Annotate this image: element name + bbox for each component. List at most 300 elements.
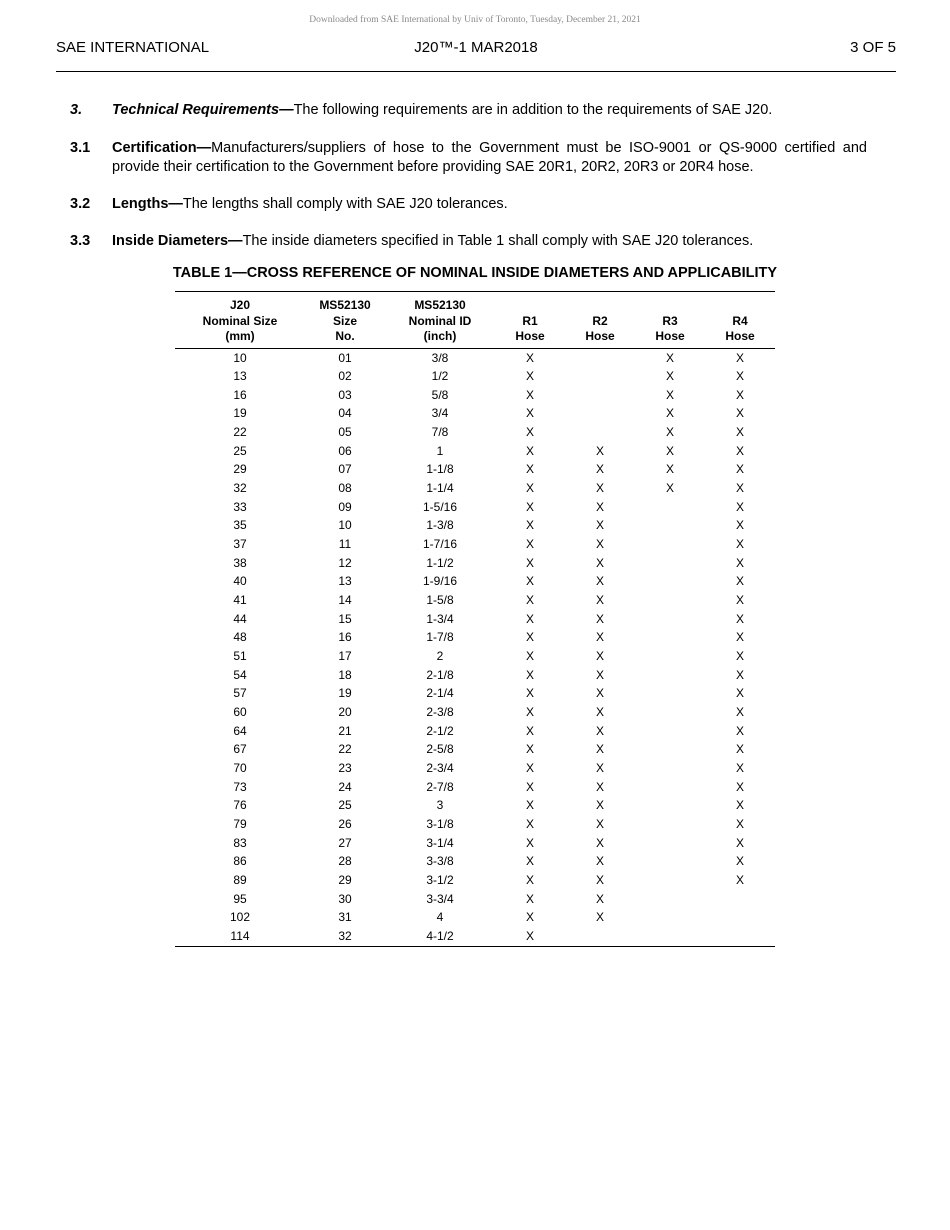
cell-nominal-size-mm: 51 — [233, 649, 247, 663]
cell-r4: X — [735, 779, 744, 794]
table-row — [175, 684, 775, 703]
cell-r4: X — [735, 872, 744, 887]
cell-nominal-id-inch: 1-7/16 — [422, 537, 458, 552]
table-row — [175, 890, 775, 909]
table-header-row — [175, 292, 775, 349]
section-text: The inside diameters specified in Table 1 shall comply with SAE J20 tolerances. — [242, 233, 754, 249]
section-body — [112, 195, 867, 214]
cell-r2: X — [595, 574, 604, 589]
cell-r3 — [635, 815, 705, 834]
cell-nominal-size-mm: 22 — [233, 425, 247, 440]
cell-size-no: 19 — [338, 686, 352, 701]
cell-size-no: 25 — [338, 798, 352, 813]
table-container — [175, 291, 775, 947]
table-row — [175, 423, 775, 442]
cell-nominal-size-mm: 76 — [233, 798, 247, 813]
cell-r4 — [705, 908, 775, 927]
cell-nominal-id-inch: 1 — [436, 443, 444, 458]
cell-r2: X — [595, 630, 604, 645]
cell-r2: X — [595, 686, 604, 701]
section-body — [112, 232, 867, 251]
cell-nominal-id-inch: 2-5/8 — [426, 742, 454, 757]
cell-r3 — [635, 554, 705, 573]
cell-r2: X — [595, 835, 604, 850]
table-row — [175, 386, 775, 405]
section-text: Manufacturers/suppliers of hose to the Government must be ISO-9001 or QS-9000 certified and provide their certification to the Government before providing SAE 20R1, 20R2, 20R3 or 20R4 hose. — [112, 140, 867, 175]
cell-r1: X — [525, 387, 534, 402]
cell-r4 — [705, 890, 775, 909]
table-row — [175, 796, 775, 815]
table-row — [175, 778, 775, 797]
table-row — [175, 442, 775, 461]
cell-r2: X — [595, 537, 604, 552]
cell-size-no: 21 — [338, 723, 352, 738]
cell-nominal-id-inch: 2-1/4 — [426, 686, 454, 701]
header-line: Hose — [515, 329, 545, 343]
cell-nominal-id-inch: 3/8 — [431, 350, 449, 365]
table-header — [175, 292, 775, 349]
cell-r2: X — [595, 891, 604, 906]
cell-r1: X — [525, 593, 534, 608]
cell-size-no: 24 — [338, 779, 352, 794]
cell-r4: X — [735, 593, 744, 608]
cell-size-no: 28 — [338, 854, 352, 869]
cell-r4: X — [735, 742, 744, 757]
cell-r1: X — [525, 816, 534, 831]
cell-size-no: 11 — [338, 537, 352, 552]
cell-r1: X — [525, 667, 534, 682]
header-line: (inch) — [423, 329, 457, 343]
cell-nominal-size-mm: 32 — [233, 481, 247, 496]
cell-nominal-size-mm: 48 — [233, 630, 247, 645]
cell-r2: X — [595, 798, 604, 813]
header-line: J20 — [229, 298, 251, 312]
cell-nominal-id-inch: 1-5/16 — [422, 499, 458, 514]
cell-r1: X — [525, 891, 534, 906]
section-body — [112, 101, 867, 120]
cell-nominal-id-inch: 2-1/8 — [426, 667, 454, 682]
cell-size-no: 04 — [338, 406, 352, 421]
cell-r1: X — [525, 499, 534, 514]
section-body — [112, 139, 867, 176]
cell-r2: X — [595, 704, 604, 719]
cell-r3 — [635, 927, 705, 946]
cell-nominal-id-inch: 3/4 — [431, 406, 449, 421]
cell-r4: X — [735, 630, 744, 645]
cell-nominal-size-mm: 44 — [233, 611, 247, 626]
cell-nominal-size-mm: 95 — [233, 891, 247, 906]
cell-r1: X — [525, 518, 534, 533]
cell-nominal-size-mm: 89 — [233, 872, 247, 887]
cell-r1: X — [525, 555, 534, 570]
cell-size-no: 09 — [338, 499, 352, 514]
cell-r4: X — [735, 704, 744, 719]
header-line: MS52130 — [414, 298, 466, 312]
cell-r3: X — [665, 462, 674, 477]
header-line: Hose — [585, 329, 615, 343]
header-line: R2 — [592, 313, 608, 328]
section-text: The following requirements are in addition to the requirements of SAE J20. — [293, 102, 773, 118]
cell-r4: X — [735, 835, 744, 850]
cell-r2: X — [595, 593, 604, 608]
cell-nominal-size-mm: 57 — [233, 686, 247, 701]
cell-nominal-size-mm: 114 — [175, 927, 305, 946]
cell-r2 — [565, 404, 635, 423]
cell-r1: X — [525, 872, 534, 887]
cell-r1: X — [525, 760, 534, 775]
cell-r1: X — [525, 425, 534, 440]
cell-r2: X — [595, 667, 604, 682]
page-header — [56, 39, 896, 59]
cell-size-no: 07 — [338, 462, 352, 477]
cell-r2: X — [595, 611, 604, 626]
cell-r3: X — [665, 369, 674, 384]
cell-r4: X — [735, 667, 744, 682]
header-line: (mm) — [225, 329, 255, 343]
cell-size-no: 05 — [338, 425, 352, 440]
cell-nominal-id-inch: 2-1/2 — [426, 723, 454, 738]
cell-size-no: 12 — [338, 555, 352, 570]
header-r4-hose — [705, 292, 775, 349]
cell-r3 — [635, 703, 705, 722]
section-text: The lengths shall comply with SAE J20 tolerances. — [182, 196, 508, 212]
cell-r3 — [635, 628, 705, 647]
cell-r2: X — [595, 499, 604, 514]
cell-nominal-id-inch: 3-3/4 — [426, 891, 454, 906]
cell-size-no: 14 — [338, 593, 352, 608]
header-line: Nominal ID — [408, 313, 472, 328]
cell-r4: X — [735, 537, 744, 552]
cell-size-no: 01 — [338, 350, 352, 365]
header-ms52130-nominal-id — [385, 292, 495, 349]
cell-r1: X — [525, 723, 534, 738]
cell-nominal-id-inch: 1-1/2 — [426, 555, 454, 570]
cell-size-no: 23 — [338, 760, 352, 775]
cell-nominal-size-mm: 64 — [233, 723, 247, 738]
table-row — [175, 927, 775, 946]
cell-r4: X — [735, 369, 744, 384]
header-r1-hose — [495, 292, 565, 349]
cell-r1: X — [525, 798, 534, 813]
cell-nominal-size-mm: 102 — [229, 910, 251, 925]
cell-r3 — [635, 778, 705, 797]
cell-r4: X — [735, 611, 744, 626]
cell-r3 — [635, 666, 705, 685]
cell-nominal-id-inch: 1/2 — [431, 369, 449, 384]
cell-nominal-size-mm: 33 — [233, 499, 247, 514]
cell-r4 — [705, 927, 775, 946]
table-row — [175, 740, 775, 759]
cell-r4: X — [735, 406, 744, 421]
cell-r3 — [635, 759, 705, 778]
table-title: TABLE 1—CROSS REFERENCE OF NOMINAL INSIDE DIAMETERS AND APPLICABILITY — [172, 265, 778, 281]
cell-r3 — [635, 572, 705, 591]
table-body — [175, 348, 775, 946]
section-number: 3.2 — [70, 196, 91, 212]
section-title: Inside Diameters— — [112, 233, 243, 249]
cell-size-no: 27 — [338, 835, 352, 850]
cell-nominal-id-inch: 3-3/8 — [426, 854, 454, 869]
section-title: Lengths— — [112, 196, 183, 212]
cell-r3 — [635, 516, 705, 535]
cell-r2: X — [595, 742, 604, 757]
table-row — [175, 815, 775, 834]
cell-size-no: 18 — [338, 667, 352, 682]
cell-nominal-size-mm: 38 — [233, 555, 247, 570]
cell-size-no: 20 — [338, 704, 352, 719]
cell-nominal-size-mm: 37 — [233, 537, 247, 552]
cell-r1: X — [525, 574, 534, 589]
header-page-number: 3 OF 5 — [850, 39, 896, 56]
header-document-id: J20™-1 MAR2018 — [414, 39, 538, 56]
cell-r2: X — [595, 723, 604, 738]
table-row — [175, 628, 775, 647]
cell-r2: X — [595, 443, 604, 458]
cell-r1: X — [525, 350, 534, 365]
cell-r3 — [635, 722, 705, 741]
cell-r3: X — [665, 443, 674, 458]
header-organization: SAE INTERNATIONAL — [56, 39, 210, 56]
header-line: R1 — [522, 313, 538, 328]
cell-r1: X — [525, 481, 534, 496]
cell-nominal-id-inch: 2-7/8 — [426, 779, 454, 794]
header-divider — [56, 71, 896, 72]
cell-r3: X — [665, 406, 674, 421]
cell-r4: X — [735, 798, 744, 813]
table-row — [175, 759, 775, 778]
cell-r4: X — [735, 574, 744, 589]
download-watermark: Downloaded from SAE International by Univ of Toronto, Tuesday, December 21, 2021 — [309, 15, 641, 25]
section-number: 3.1 — [70, 140, 91, 156]
cell-nominal-id-inch: 3-1/8 — [426, 816, 454, 831]
header-j20-nominal-size — [175, 292, 305, 349]
cell-nominal-size-mm: 54 — [233, 667, 247, 682]
cell-r4: X — [735, 854, 744, 869]
cell-r1: X — [525, 406, 534, 421]
cell-r2: X — [595, 518, 604, 533]
cell-r2: X — [595, 872, 604, 887]
cell-nominal-size-mm: 70 — [233, 760, 247, 775]
cell-nominal-id-inch: 3-1/4 — [426, 835, 454, 850]
cell-r2: X — [595, 779, 604, 794]
section-number: 3.3 — [70, 233, 91, 249]
cell-nominal-size-mm: 25 — [233, 443, 247, 458]
cell-r3 — [635, 834, 705, 853]
cell-r4: X — [735, 760, 744, 775]
table-row — [175, 908, 775, 927]
cell-nominal-id-inch: 3 — [436, 798, 444, 813]
cross-reference-table — [175, 291, 775, 947]
header-r2-hose — [565, 292, 635, 349]
header-line: Hose — [655, 329, 685, 343]
header-line: Nominal Size — [202, 313, 278, 328]
cell-r2: X — [595, 910, 604, 925]
cell-nominal-size-mm: 16 — [233, 387, 247, 402]
cell-r1: X — [525, 854, 534, 869]
cell-nominal-size-mm: 79 — [233, 816, 247, 831]
cell-size-no: 13 — [338, 574, 352, 589]
cell-r2 — [565, 386, 635, 405]
header-ms52130-size-no — [305, 292, 385, 349]
cell-r4: X — [735, 686, 744, 701]
table-row — [175, 460, 775, 479]
cell-r2: X — [595, 854, 604, 869]
cell-r4: X — [735, 443, 744, 458]
cell-nominal-size-mm: 13 — [233, 369, 247, 384]
cell-nominal-size-mm: 41 — [233, 593, 247, 608]
cell-r3: X — [665, 350, 674, 365]
cell-nominal-id-inch: 1-3/4 — [426, 611, 454, 626]
cell-size-no: 08 — [338, 481, 352, 496]
cell-r4: X — [735, 350, 744, 365]
cell-nominal-id-inch: 2-3/8 — [426, 704, 454, 719]
cell-r4: X — [735, 499, 744, 514]
cell-nominal-id-inch: 1-7/8 — [426, 630, 454, 645]
cell-r4: X — [735, 649, 744, 663]
cell-nominal-id-inch: 1-5/8 — [426, 593, 454, 608]
cell-nominal-size-mm: 10 — [233, 350, 247, 365]
cell-nominal-id-inch: 1-1/8 — [426, 462, 454, 477]
cell-r3 — [635, 535, 705, 554]
table-row — [175, 610, 775, 629]
cell-r2 — [565, 367, 635, 386]
cell-nominal-size-mm: 86 — [233, 854, 247, 869]
cell-size-no: 17 — [338, 649, 352, 663]
cell-r3 — [635, 610, 705, 629]
cell-size-no: 02 — [338, 369, 352, 384]
cell-r2 — [565, 348, 635, 367]
cell-size-no: 31 — [338, 910, 352, 925]
cell-nominal-size-mm: 29 — [233, 462, 247, 477]
cell-nominal-id-inch: 1-9/16 — [422, 574, 458, 589]
cell-r3: X — [665, 425, 674, 440]
cell-nominal-id-inch: 5/8 — [431, 387, 449, 402]
cell-r2: X — [595, 481, 604, 496]
cell-r1: X — [525, 835, 534, 850]
cell-size-no: 26 — [338, 816, 352, 831]
cell-nominal-size-mm: 73 — [233, 779, 247, 794]
cell-r1: X — [525, 611, 534, 626]
cell-nominal-id-inch: 4 — [436, 910, 444, 925]
cell-r3 — [635, 647, 705, 666]
header-line: Hose — [725, 329, 755, 343]
table-row — [175, 498, 775, 517]
cell-r3 — [635, 498, 705, 517]
header-line: MS52130 — [319, 298, 371, 312]
cell-nominal-size-mm: 67 — [233, 742, 247, 757]
cell-r4: X — [735, 462, 744, 477]
cell-r4: X — [735, 481, 744, 496]
cell-r1: X — [525, 369, 534, 384]
table-row — [175, 852, 775, 871]
cell-r4: X — [735, 555, 744, 570]
cell-nominal-id-inch: 3-1/2 — [426, 872, 454, 887]
cell-r3 — [635, 740, 705, 759]
table-row — [175, 871, 775, 890]
cell-r1: X — [525, 537, 534, 552]
table-row — [175, 666, 775, 685]
cell-r3: X — [665, 387, 674, 402]
cell-size-no: 16 — [338, 630, 352, 645]
cell-nominal-size-mm: 83 — [233, 835, 247, 850]
cell-r1: X — [525, 910, 534, 925]
header-line: R4 — [732, 313, 748, 328]
table-row — [175, 516, 775, 535]
section-number: 3. — [70, 102, 83, 118]
table-row — [175, 404, 775, 423]
section-title: Certification— — [112, 140, 212, 156]
cell-r2: X — [595, 555, 604, 570]
header-line: No. — [335, 329, 355, 343]
cell-r4: X — [735, 816, 744, 831]
table-row — [175, 367, 775, 386]
cell-r4: X — [735, 723, 744, 738]
cell-nominal-size-mm: 19 — [233, 406, 247, 421]
cell-size-no: 30 — [338, 891, 352, 906]
cell-r2: X — [595, 649, 604, 663]
cell-size-no: 03 — [338, 387, 352, 402]
cell-r3 — [635, 908, 705, 927]
table-row — [175, 572, 775, 591]
cell-nominal-id-inch: 1-1/4 — [426, 481, 454, 496]
cell-nominal-size-mm: 40 — [233, 574, 247, 589]
cell-size-no: 29 — [338, 872, 352, 887]
cell-r3 — [635, 796, 705, 815]
cell-nominal-size-mm: 60 — [233, 704, 247, 719]
cell-nominal-size-mm: 35 — [233, 518, 247, 533]
cell-r3: X — [665, 481, 674, 496]
cell-r2 — [565, 927, 635, 946]
table-row — [175, 647, 775, 666]
cell-r2 — [565, 423, 635, 442]
cell-r3 — [635, 591, 705, 610]
cell-r1: X — [525, 779, 534, 794]
cell-r1: X — [525, 704, 534, 719]
cell-size-no: 06 — [338, 443, 352, 458]
table-row — [175, 722, 775, 741]
header-r3-hose — [635, 292, 705, 349]
cell-size-no: 15 — [338, 611, 352, 626]
cell-r4: X — [735, 387, 744, 402]
cell-r3 — [635, 684, 705, 703]
cell-r3 — [635, 852, 705, 871]
cell-nominal-id-inch: 2-3/4 — [426, 760, 454, 775]
cell-nominal-id-inch: 2 — [436, 649, 444, 663]
cell-nominal-id-inch: 1-3/8 — [426, 518, 454, 533]
cell-r1: X — [525, 686, 534, 701]
cell-r1: X — [525, 649, 534, 663]
table-row — [175, 479, 775, 498]
cell-r2: X — [595, 816, 604, 831]
cell-r3 — [635, 890, 705, 909]
cell-nominal-id-inch: 7/8 — [431, 425, 449, 440]
cell-r2: X — [595, 760, 604, 775]
cell-r1: X — [525, 630, 534, 645]
section-title: Technical Requirements— — [112, 102, 294, 118]
table-row — [175, 535, 775, 554]
table-row — [175, 554, 775, 573]
cell-nominal-id-inch: 4-1/2 — [385, 927, 495, 946]
header-line: R3 — [662, 313, 678, 328]
cell-r2: X — [595, 462, 604, 477]
cell-size-no: 22 — [338, 742, 352, 757]
cell-r4: X — [735, 518, 744, 533]
table-row — [175, 591, 775, 610]
cell-r1: X — [495, 927, 565, 946]
cell-size-no: 32 — [305, 927, 385, 946]
table-row — [175, 703, 775, 722]
table-row — [175, 348, 775, 367]
